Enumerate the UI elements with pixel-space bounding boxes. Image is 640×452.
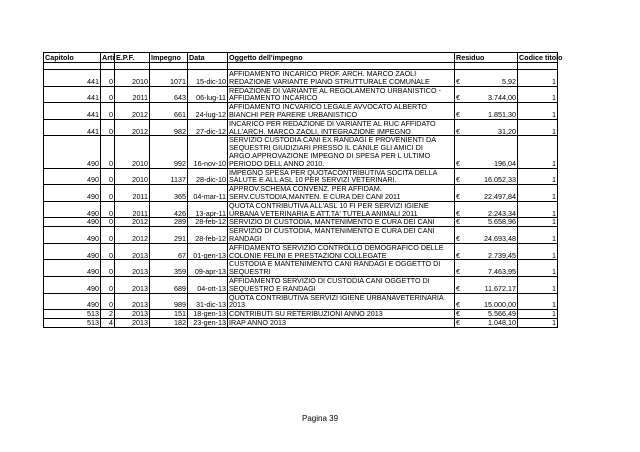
cell-arti: 0 <box>101 276 115 293</box>
cell-arti: 0 <box>101 86 115 103</box>
table-row <box>44 70 558 87</box>
cell-arti: 0 <box>101 136 115 168</box>
cell-epf: 2012 <box>115 218 150 227</box>
cell-capitolo: 513 <box>44 318 101 327</box>
cell-impegno: 359 <box>150 260 188 277</box>
cell-capitolo: 490 <box>44 136 101 168</box>
header-impegno: Impegno <box>150 53 188 63</box>
cell-data: 18-gen-13 <box>188 310 228 319</box>
cell-data: 23-gen-13 <box>188 318 228 327</box>
cell-capitolo: 441 <box>44 119 101 136</box>
cell-residuo: 2.243,34 <box>463 201 518 218</box>
cell-codice: 1 <box>518 276 558 293</box>
cell-arti: 0 <box>101 260 115 277</box>
cell-arti: 0 <box>101 168 115 185</box>
cell-residuo: 196,04 <box>463 136 518 168</box>
cell-epf: 2013 <box>115 293 150 310</box>
cell-oggetto: QUOTA CONTRIBUTIVA ALL'ASL 10 FI PER SERVIZI IGIENE URBANA VETERINARIA E ATT.TA' TUTELA ANIMALI 2011 <box>228 201 455 218</box>
cell-arti: 2 <box>101 310 115 319</box>
cell-capitolo: 513 <box>44 310 101 319</box>
cell-codice: 1 <box>518 318 558 327</box>
cell-codice: 1 <box>518 119 558 136</box>
table-row <box>44 310 558 319</box>
cell-epf: 2010 <box>115 70 150 87</box>
cell-impegno: 1137 <box>150 168 188 185</box>
cell-epf: 2013 <box>115 318 150 327</box>
cell-oggetto: IMPEGNO SPESA PER QUOTACONTRIBUTIVA SOCITA DELLA SALUTE E ALL ASL 10 PER SERVIZI VETERINARI. <box>228 168 455 185</box>
cell-capitolo: 490 <box>44 185 101 202</box>
cell-impegno: 643 <box>150 86 188 103</box>
cell-codice: 1 <box>518 227 558 244</box>
cell-data: 15-dic-10 <box>188 70 228 87</box>
cell-oggetto: AFFIDAMENTO INCARICO PROF. ARCH. MARCO ZAOLI REDAZIONE VARIANTE PIANO STRUTTURALE COMUNALE <box>228 70 455 87</box>
cell-codice: 1 <box>518 243 558 260</box>
cell-codice: 1 <box>518 185 558 202</box>
cell-currency: € <box>455 103 463 120</box>
cell-capitolo: 441 <box>44 70 101 87</box>
cell-currency: € <box>455 260 463 277</box>
cell-currency: € <box>455 168 463 185</box>
table-body <box>44 63 558 328</box>
header-residuo: Residuo <box>455 53 518 63</box>
cell-capitolo: 490 <box>44 168 101 185</box>
cell-epf: 2010 <box>115 136 150 168</box>
cell-residuo: 16.052,33 <box>463 168 518 185</box>
cell-currency: € <box>455 310 463 319</box>
table-row <box>44 86 558 103</box>
cell-residuo: 2.739,45 <box>463 243 518 260</box>
cell-epf: 2010 <box>115 168 150 185</box>
cell-arti: 0 <box>101 103 115 120</box>
cell-impegno: 289 <box>150 218 188 227</box>
cell-impegno: 182 <box>150 318 188 327</box>
cell-epf: 2011 <box>115 86 150 103</box>
cell-capitolo: 490 <box>44 243 101 260</box>
cell-data: 27-dic-12 <box>188 119 228 136</box>
cell-oggetto: AFFIDAMENTO INCVARICO LEGALE AVVOCATO ALBERTO BIANCHI PER PARERE URBANISTICO <box>228 103 455 120</box>
cell-capitolo: 490 <box>44 276 101 293</box>
table-row <box>44 318 558 327</box>
cell-impegno: 67 <box>150 243 188 260</box>
cell-capitolo: 441 <box>44 103 101 120</box>
cell-epf: 2013 <box>115 243 150 260</box>
cell-arti: 0 <box>101 243 115 260</box>
cell-codice: 1 <box>518 310 558 319</box>
cell-arti: 4 <box>101 318 115 327</box>
header-data: Data <box>188 53 228 63</box>
cell-arti: 0 <box>101 201 115 218</box>
cell-data: 13-apr-11 <box>188 201 228 218</box>
header-oggetto: Oggetto dell'impegno <box>228 53 455 63</box>
cell-epf: 2013 <box>115 260 150 277</box>
cell-currency: € <box>455 276 463 293</box>
cell-impegno: 992 <box>150 136 188 168</box>
cell-epf: 2013 <box>115 310 150 319</box>
cell-oggetto: AFFIDAMENTO SERVIZIO CONTROLLO DEMOGRAFICO DELLE COLONIE FELINI E PRESTAZIONI COLLEGATE <box>228 243 455 260</box>
cell-epf: 2013 <box>115 276 150 293</box>
cell-residuo: 1.851,30 <box>463 103 518 120</box>
cell-data: 09-apr-13 <box>188 260 228 277</box>
cell-impegno: 661 <box>150 103 188 120</box>
cell-data: 28-feb-12 <box>188 218 228 227</box>
table-row <box>44 185 558 202</box>
cell-currency: € <box>455 243 463 260</box>
cell-codice: 1 <box>518 293 558 310</box>
cell-impegno: 151 <box>150 310 188 319</box>
cell-codice: 1 <box>518 201 558 218</box>
header-arti: Arti <box>102 52 115 62</box>
cell-residuo: 5,92 <box>463 70 518 87</box>
cell-residuo: 1.048,10 <box>463 318 518 327</box>
cell-capitolo: 490 <box>44 293 101 310</box>
cell-codice: 1 <box>518 136 558 168</box>
cell-residuo: 31,20 <box>463 119 518 136</box>
cell-oggetto: QUOTA CONTRIBUTIVA SERVIZI IGIENE URBANAVETERINARIA 2013 <box>228 293 455 310</box>
cell-data: 28-dic-10 <box>188 168 228 185</box>
table-row <box>44 227 558 244</box>
table-row <box>44 136 558 168</box>
table-row <box>44 276 558 293</box>
cell-epf: 2012 <box>115 119 150 136</box>
cell-currency: € <box>455 70 463 87</box>
cell-capitolo: 490 <box>44 201 101 218</box>
table-row <box>44 119 558 136</box>
cell-currency: € <box>455 136 463 168</box>
cell-arti: 0 <box>101 293 115 310</box>
cell-currency: € <box>455 227 463 244</box>
cell-arti: 0 <box>101 70 115 87</box>
cell-capitolo: 490 <box>44 218 101 227</box>
cell-capitolo: 490 <box>44 227 101 244</box>
cell-capitolo: 490 <box>44 260 101 277</box>
ledger-sheet <box>43 52 563 328</box>
cell-residuo: 5.566,49 <box>463 310 518 319</box>
cell-currency: € <box>455 293 463 310</box>
cell-codice: 1 <box>518 70 558 87</box>
table-row <box>44 260 558 277</box>
table-row <box>44 201 558 218</box>
table-row <box>44 243 558 260</box>
cell-oggetto: AFFIDAMENTO SERVIZIO DI CUSTODIA CANI OGGETTO DI SEQUESTRO E RANDAGI <box>228 276 455 293</box>
cell-residuo: 3.744,00 <box>463 86 518 103</box>
cell-impegno: 291 <box>150 227 188 244</box>
cell-oggetto: INCARICO PER REDAZIONE DI VARIANTE AL RUC AFFIDATO ALL'ARCH. MARCO ZAOLI, INTEGRAZIONE IMPEGNO <box>228 119 455 136</box>
page-number: Pagina 39 <box>301 414 339 423</box>
cell-impegno: 689 <box>150 276 188 293</box>
cell-residuo: 5.658,96 <box>463 218 518 227</box>
cell-currency: € <box>455 119 463 136</box>
cell-impegno: 1071 <box>150 70 188 87</box>
cell-oggetto: CUSTODIA E MANTENIMENTO CANI RANDAGI E OGGETTO DI SEQUESTRI <box>228 260 455 277</box>
cell-oggetto: SERVIZIO CUSTODIA CANI EX RANDAGI E PROVENIENTI DA SEQUESTRI GIUDIZIARI PRESSO IL CANILE GLI AMICI DI ARGO.APPROVAZIONE IMPEGNO DI SPESA PER L ULTIMO PERIODO DELL ANNO 2010. <box>228 136 455 168</box>
cell-arti: 0 <box>101 119 115 136</box>
cell-currency: € <box>455 185 463 202</box>
cell-epf: 2011 <box>115 201 150 218</box>
cell-arti: 0 <box>101 185 115 202</box>
cell-data: 31-dic-13 <box>188 293 228 310</box>
cell-impegno: 365 <box>150 185 188 202</box>
cell-residuo: 15.000,00 <box>463 293 518 310</box>
cell-codice: 1 <box>518 168 558 185</box>
cell-data: 01-gen-13 <box>188 243 228 260</box>
cell-codice: 1 <box>518 103 558 120</box>
cell-data: 28-feb-12 <box>188 227 228 244</box>
cell-impegno: 426 <box>150 201 188 218</box>
cell-epf: 2011 <box>115 185 150 202</box>
header-epf: E.P.F. <box>115 53 150 63</box>
cell-arti: 0 <box>101 227 115 244</box>
cell-currency: € <box>455 86 463 103</box>
table-row <box>44 293 558 310</box>
cell-oggetto: SERVIZIO DI CUSTODIA, MANTENIMENTO E CURA DEI CANI <box>228 218 455 227</box>
header-capitolo: Capitolo <box>44 53 101 63</box>
cell-residuo: 11.672,17 <box>463 276 518 293</box>
cell-residuo: 7.463,95 <box>463 260 518 277</box>
cell-codice: 1 <box>518 260 558 277</box>
cell-residuo: 24.693,48 <box>463 227 518 244</box>
cell-oggetto: APPROV.SCHEMA CONVENZ. PER AFFIDAM. SERV.CUSTODIA,MANTEN. E CURA DEI CANI 2011 <box>228 185 455 202</box>
cell-impegno: 982 <box>150 119 188 136</box>
cell-oggetto: SERVIZIO DI CUSTODIA, MANTENIMENTO E CURA DEI CANI RANDAGI <box>228 227 455 244</box>
cell-data: 06-lug-11 <box>188 86 228 103</box>
table-row <box>44 103 558 120</box>
cell-residuo: 22.497,84 <box>463 185 518 202</box>
residui-table <box>43 52 563 328</box>
cell-data: 04-ott-13 <box>188 276 228 293</box>
cell-data: 16-nov-10 <box>188 136 228 168</box>
cell-codice: 1 <box>518 86 558 103</box>
cell-oggetto: CONTRIBUTI SU RETERIBUZIONI ANNO 2013 <box>228 310 455 319</box>
cell-capitolo: 441 <box>44 86 101 103</box>
cell-codice: 1 <box>518 218 558 227</box>
cell-data: 04-mar-11 <box>188 185 228 202</box>
table-row <box>44 168 558 185</box>
cell-oggetto: REDAZIONE DI VARIANTE AL REGOLAMENTO URBANISTICO - AFFIDAMENTO INCARICO <box>228 86 455 103</box>
cell-impegno: 989 <box>150 293 188 310</box>
header-row <box>44 53 558 63</box>
cell-arti: 0 <box>101 218 115 227</box>
cell-currency: € <box>455 201 463 218</box>
header-codice: Codice titolo <box>519 52 563 62</box>
cell-epf: 2012 <box>115 103 150 120</box>
cell-epf: 2012 <box>115 227 150 244</box>
cell-oggetto: IRAP ANNO 2013 <box>228 318 455 327</box>
cell-currency: € <box>455 218 463 227</box>
cell-data: 24-lug-12 <box>188 103 228 120</box>
cell-currency: € <box>455 318 463 327</box>
